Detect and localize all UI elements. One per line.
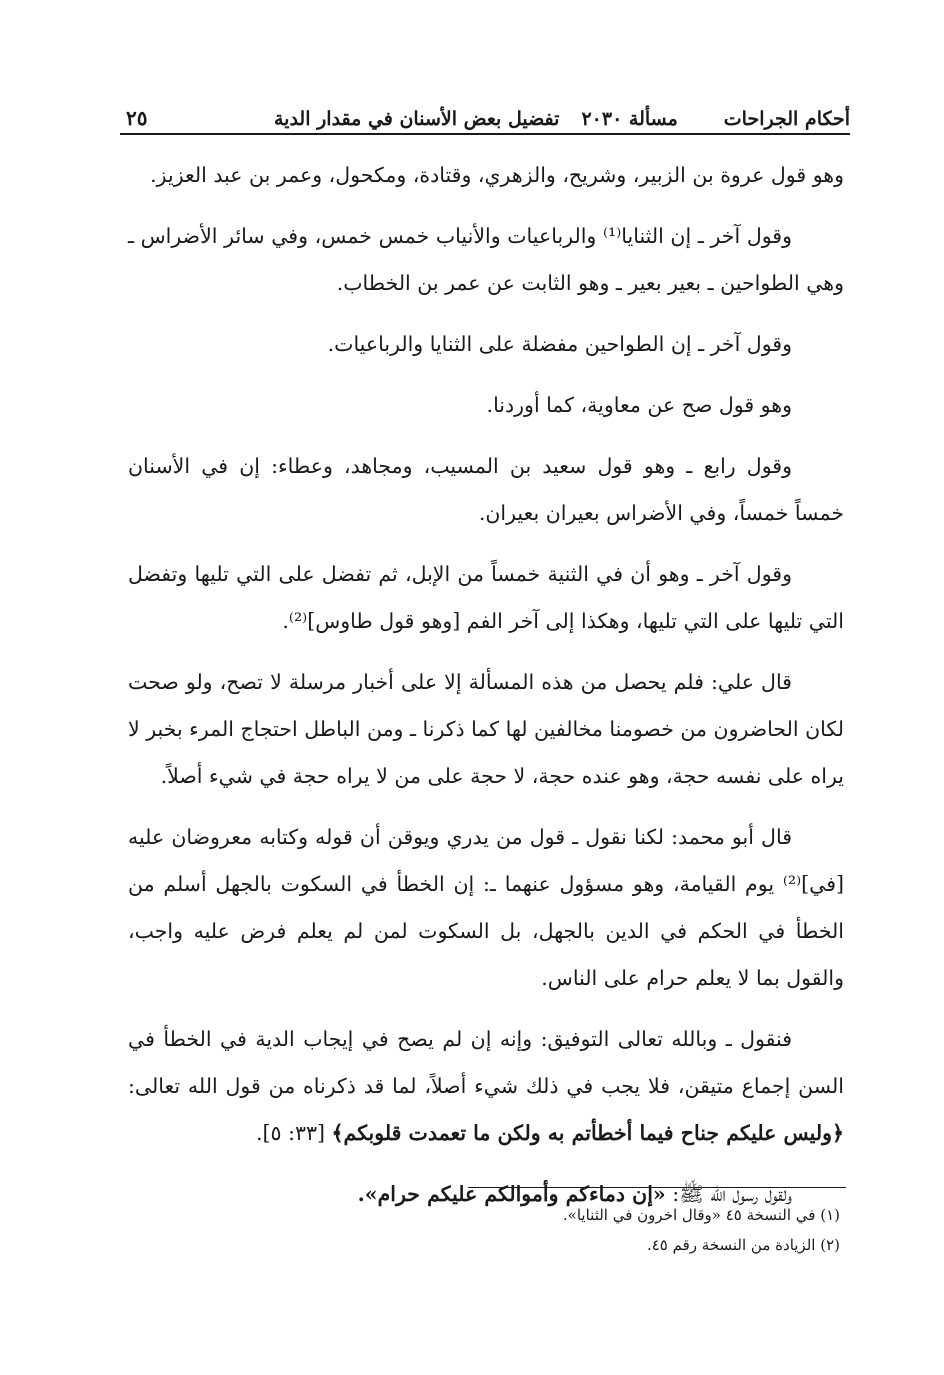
- paragraph-9-text: فنقول ـ وبالله تعالى التوفيق: وإنه إن لم يصح في إيجاب الدية في الخطأ في السن إجماع متيقن، فلا يجب في ذلك شيء أصلاً، لما قد ذكرناه من قول الله تعالى:: [128, 1027, 844, 1098]
- paragraph-1: وهو قول عروة بن الزبير، وشريح، والزهري، وقتادة، ومكحول، وعمر بن عبد العزيز.: [150, 163, 844, 187]
- paragraph-2: وقول آخر ـ إن الثنايا⁽¹⁾ والرباعيات والأنياب خمس خمس، وفي سائر الأضراس ـ وهي الطواحين ـ بعير بعير ـ وهو الثابت عن عمر بن الخطاب.: [128, 224, 844, 295]
- paragraph-9: [128, 1016, 844, 1157]
- footnote-1: (١) في النسخة ٤٥ «وقال اخرون في الثنايا».: [562, 1206, 840, 1224]
- issue-number: مسألة ٢٠٣٠: [581, 108, 678, 130]
- footnote-2: (٢) الزيادة من النسخة رقم ٤٥.: [646, 1236, 840, 1254]
- hadith-text: «إن دماءكم وأموالكم عليكم حرام».: [357, 1182, 666, 1206]
- paragraph-6: وقول آخر ـ وهو أن في الثنية خمساً من الإبل، ثم تفضل على التي تليها وتفضل التي تليها على التي تليها، وهكذا إلى آخر الفم [وهو قول طاوس]⁽²⁾.: [128, 562, 844, 633]
- quran-reference: [٣٣: ٥].: [256, 1121, 326, 1145]
- paragraph-7: قال علي: فلم يحصل من هذه المسألة إلا على أخبار مرسلة لا تصح، ولو صحت لكان الحاضرون من خصومنا مخالفين لها كما ذكرنا ـ ومن الباطل احتجاج المرء بخبر لا يراه على نفسه حجة، وهو عنده حجة، لا حجة على من لا يراه حجة في شيء أصلاً.: [128, 670, 844, 788]
- quran-quote: ﴿وليس عليكم جناح فيما أخطأتم به ولكن ما تعمدت قلوبكم﴾: [331, 1121, 844, 1145]
- page-number: ٢٥: [126, 106, 148, 130]
- paragraph-8: قال أبو محمد: لكنا نقول ـ قول من يدري ويوقن أن قوله وكتابه معروضان عليه [في]⁽²⁾ يوم القيامة، وهو مسؤول عنهما ـ: إن الخطأ في السكوت بالجهل أسلم من الخطأ في الحكم في الدين بالجهل، بل السكوت لمن لم يعلم فرض عليه واجب، والقول بما لا يعلم حرام على الناس.: [128, 825, 844, 990]
- header-rule: [120, 133, 850, 135]
- paragraph-5: وقول رابع ـ وهو قول سعيد بن المسيب، ومجاهد، وعطاء: إن في الأسنان خمساً خمساً، وفي الأضراس بعيران بعيران.: [128, 454, 844, 525]
- book-title: أحكام الجراحات: [723, 108, 850, 130]
- running-header: [120, 96, 850, 130]
- footnotes: [470, 1200, 840, 1260]
- paragraph-3: وقول آخر ـ إن الطواحين مفضلة على الثنايا والرباعيات.: [327, 332, 792, 356]
- paragraph-4: وهو قول صح عن معاوية، كما أوردنا.: [486, 393, 792, 417]
- hadith-intro: ولقول رسول الله ﷺ:: [672, 1182, 792, 1206]
- main-text: [128, 152, 844, 1232]
- footnote-rule: [468, 1187, 846, 1188]
- section-topic: تفضيل بعض الأسنان في مقدار الدية: [273, 108, 560, 130]
